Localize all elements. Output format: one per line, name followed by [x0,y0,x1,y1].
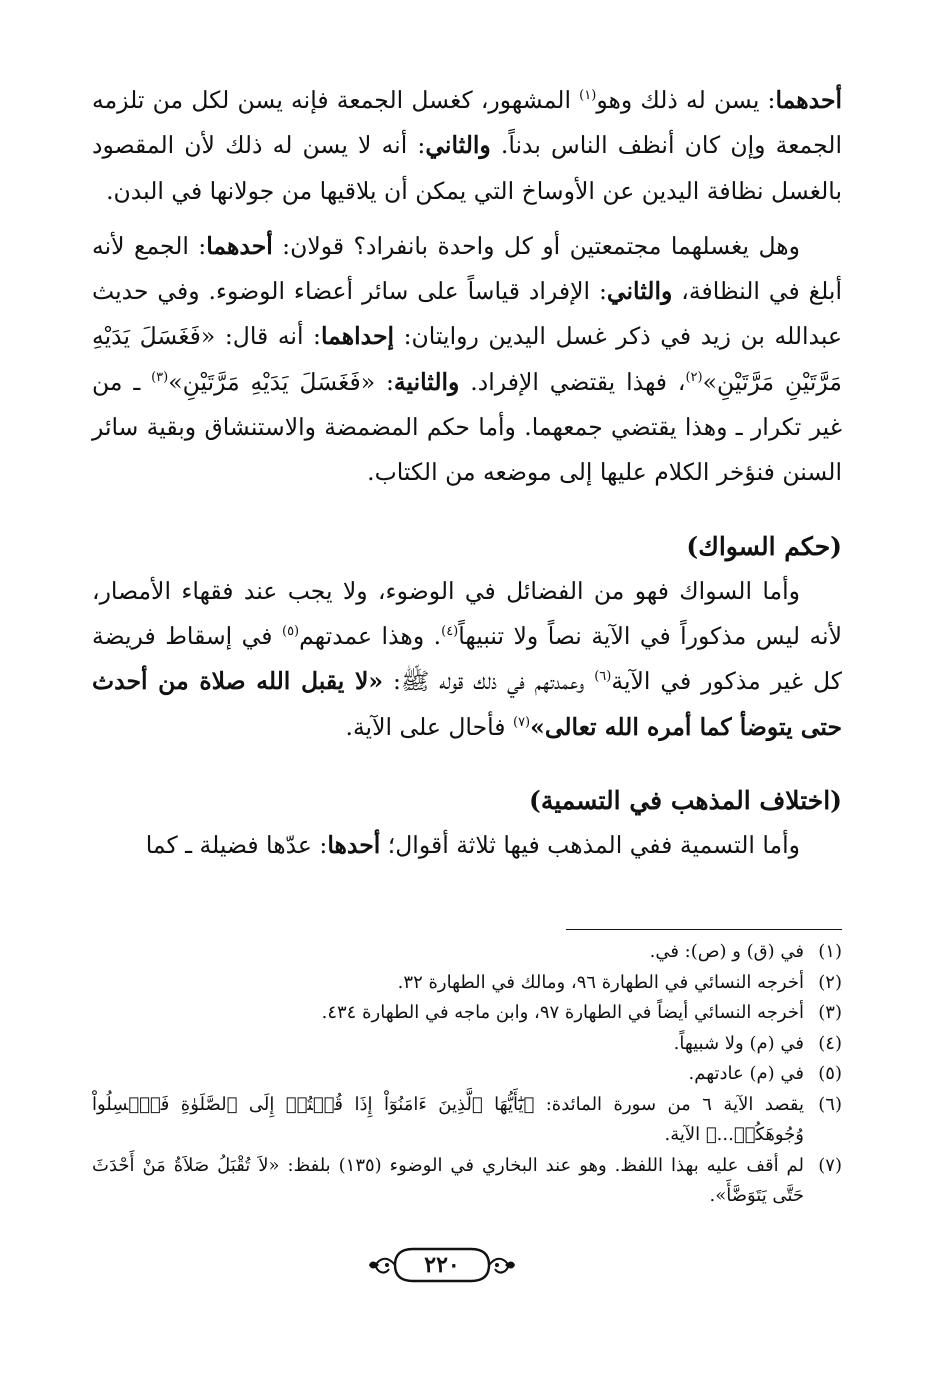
footnote-ref-5[interactable]: (٥) [281,624,300,640]
footnote-text: في (م) ولا شبيهاً. [673,1032,804,1054]
footnote-ref-4[interactable]: (٤) [441,624,459,640]
footnote-1 [92,937,842,968]
paragraph-4: وأما التسمية ففي المذهب فيها ثلاثة أقوال؛ أحدها: عدّها فضيلة ـ كما [145,830,800,859]
footnote-ref-7[interactable]: (٧) [512,714,531,730]
bold-term: أحدهما [206,231,273,260]
footnote-ref-3[interactable]: (٣) [151,369,169,385]
bold-term: والثاني [425,131,491,160]
section-heading-tasmiya: (اختلاف المذهب في التسمية) [528,785,842,815]
bold-hadith: «لا يقبل الله صلاة من أحدث حتى يتوضأ كما أمره الله تعالى» [92,667,842,741]
spacer [92,496,842,524]
footnotes [92,937,842,1212]
footnote-number: (٣) [818,1002,842,1023]
footnote-separator [566,929,842,930]
footnote-text: في (م) عادتهم. [688,1063,804,1084]
footnote-text: أخرجه النسائي في الطهارة ٩٦، ومالك في الطهارة ٣٢. [397,971,804,993]
paragraph-3: وأما السواك فهو من الفضائل في الوضوء، ولا يجب عند فقهاء الأمصار، لأنه ليس مذكوراً في الآية نصاً ولا تنبيهاً$^{(٤)}$. وهذا عمدتهم$^{(٥)}$ في إسقاط فريضة كل غير مذكور في الآية$^{(٦)}$ وعمدتهم في ذلك قوله ﷺ: «لا يقبل الله صلاة من أحدث حتى يتوضأ كما أمره الله تعالى»$^{(٧)}$ فأحال على الآية. [92,576,842,741]
footnote-2 [92,968,842,999]
spacer [92,750,842,778]
footnote-ref-1[interactable]: (١) [579,88,597,104]
footnote-ref-6[interactable]: (٦) [594,669,612,685]
footnote-number: (٦) [818,1093,842,1115]
paragraph-2: وهل يغسلهما مجتمعتين أو كل واحدة بانفراد؟ قولان: أحدهما: الجمع لأنه أبلغ في النظافة، والثاني: الإفراد قياساً على سائر أعضاء الوضوء. وفي حديث عبدالله بن زيد في ذكر غسل اليدين روايتان: إحداهما: أنه قال: «فَغَسَلَ يَدَيْهِ مَرَّتَيْنِ مَرَّتَيْنِ»$^{(٢)}$، فهذا يقتضي الإفراد. والثانية: «فَغَسَلَ يَدَيْهِ مَرَّتَيْنِ»$^{(٣)}$ ـ من غير تكرار ـ وهذا يقتضي جمعهما. وأما حكم المضمضة والاستنشاق وبقية سائر السنن فنؤخر الكلام عليها إلى موضعه من الكتاب. [92,231,842,487]
bold-term: والثانية [393,367,460,396]
footnote-number: (٢) [818,971,842,993]
main-text [92,78,842,868]
bold-term: إحداهما [320,322,395,351]
footnote-text: يقصد الآية ٦ من سورة المائدة: ﴿يَٰٓأَيُّهَا ٱلَّذِينَ ءَامَنُوٓاْ إِذَا قُمۡتُمۡ إِلَى ٱلصَّلَوٰةِ فَٱغۡسِلُواْ وُجُوهَكُمۡ...﴾ الآية. [92,1093,804,1145]
footnote-number: (٧) [818,1154,842,1176]
footnote-4 [92,1029,842,1060]
spacer [92,214,842,224]
footnote-text: في (ق) و (ص): في. [649,941,804,962]
footnote-ref-2[interactable]: (٢) [685,369,703,385]
paragraph-1: أحدهما: يسن له ذلك وهو$^{(١)}$ المشهور، كغسل الجمعة فإنه يسن لكل من تلزمه الجمعة وإن كان أنظف الناس بدناً. والثاني: أنه لا يسن له ذلك لأن المقصود بالغسل نظافة اليدين عن الأوساخ التي يمكن أن يلاقيها من جولانها في البدن. [92,86,842,205]
footnote-number: (١) [818,941,842,962]
footnote-7 [92,1151,842,1212]
footnote-3 [92,998,842,1029]
page-number-ornament [367,1246,517,1284]
footnote-text: لم أقف عليه بهذا اللفظ. وهو عند البخاري في الوضوء (١٣٥) بلفظ: «لاَ تُقْبَلُ صَلاَةُ مَنْ أَحْدَثَ حَتَّى يَتَوَضَّأَ». [92,1154,804,1206]
bold-term: والثاني [606,277,673,306]
bold-term: أحدها [327,830,381,859]
footnote-text: أخرجه النسائي أيضاً في الطهارة ٩٧، وابن ماجه في الطهارة ٤٣٤. [321,1002,804,1023]
bold-term: أحدهما [775,86,842,114]
footnote-number: (٤) [818,1032,842,1054]
footnote-6 [92,1090,842,1151]
section-heading-siwak: (حكم السواك) [686,531,842,561]
footnote-number: (٥) [818,1063,842,1084]
page-number: ٢٢٠ [424,1252,460,1278]
footnote-5 [92,1059,842,1090]
